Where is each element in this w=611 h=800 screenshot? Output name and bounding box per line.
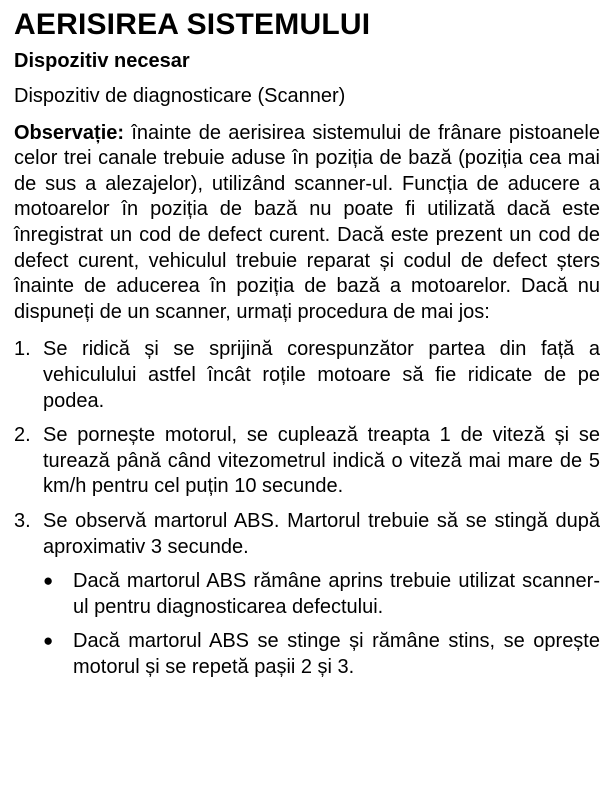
step-text: Se observă martorul ABS. Martorul trebuie să se stingă după aproximativ 3 secunde.: [43, 509, 600, 558]
bullet-icon: [43, 629, 73, 680]
device-heading: Dispozitiv necesar: [14, 50, 190, 72]
device-text: Dispozitiv de diagnosticare (Scanner): [14, 85, 346, 107]
step-text: Se ridică și se sprijină corespunzător partea din față a vehiculului astfel încât roțile motoare să fie ridicate de pe podea.: [43, 338, 600, 412]
steps-list: [14, 337, 600, 560]
bullet-icon: [43, 569, 73, 620]
bullet-item: [43, 629, 600, 680]
bullet-text: Dacă martorul ABS rămâne aprins trebuie utilizat scanner-ul pentru diagnosticarea defectului.: [73, 570, 600, 618]
step-number: 1.: [14, 338, 31, 361]
step-item: [14, 423, 600, 500]
bullet-list: [14, 569, 600, 680]
bullet-text: Dacă martorul ABS se stinge și rămâne stins, se oprește motorul și se repetă pașii 2 și 3.: [73, 630, 600, 678]
step-text: Se pornește motorul, se cuplează treapta 1 de viteză și se turează până când vitezometrul indică o viteză mai mare de 5 km/h pentru cel puțin 10 secunde.: [43, 424, 600, 498]
page-title: AERISIREA SISTEMULUI: [14, 8, 371, 41]
step-item: [14, 337, 600, 414]
note-text: înainte de aerisirea sistemului de frânare pistoanele celor trei canale trebuie aduse în poziția de bază (poziția cea mai de sus a alezajelor), utilizând scanner-ul. Funcția de aducere a motoarelor în poziția de bază nu poate fi utilizată dacă este înregistrat un cod de defect curent. Dacă este prezent un cod de defect curent, vehiculul trebuie reparat și codul de defect șters înainte de aducerea în poziția de bază a motoarelor. Dacă nu dispuneți de un scanner, urmați procedura de mai jos:: [14, 121, 600, 323]
note-label: Observație:: [14, 121, 125, 144]
step-number: 2.: [14, 424, 31, 447]
step-number: 3.: [14, 509, 31, 532]
step-item: [14, 509, 600, 560]
note-paragraph: [14, 121, 600, 326]
bullet-item: [43, 569, 600, 620]
